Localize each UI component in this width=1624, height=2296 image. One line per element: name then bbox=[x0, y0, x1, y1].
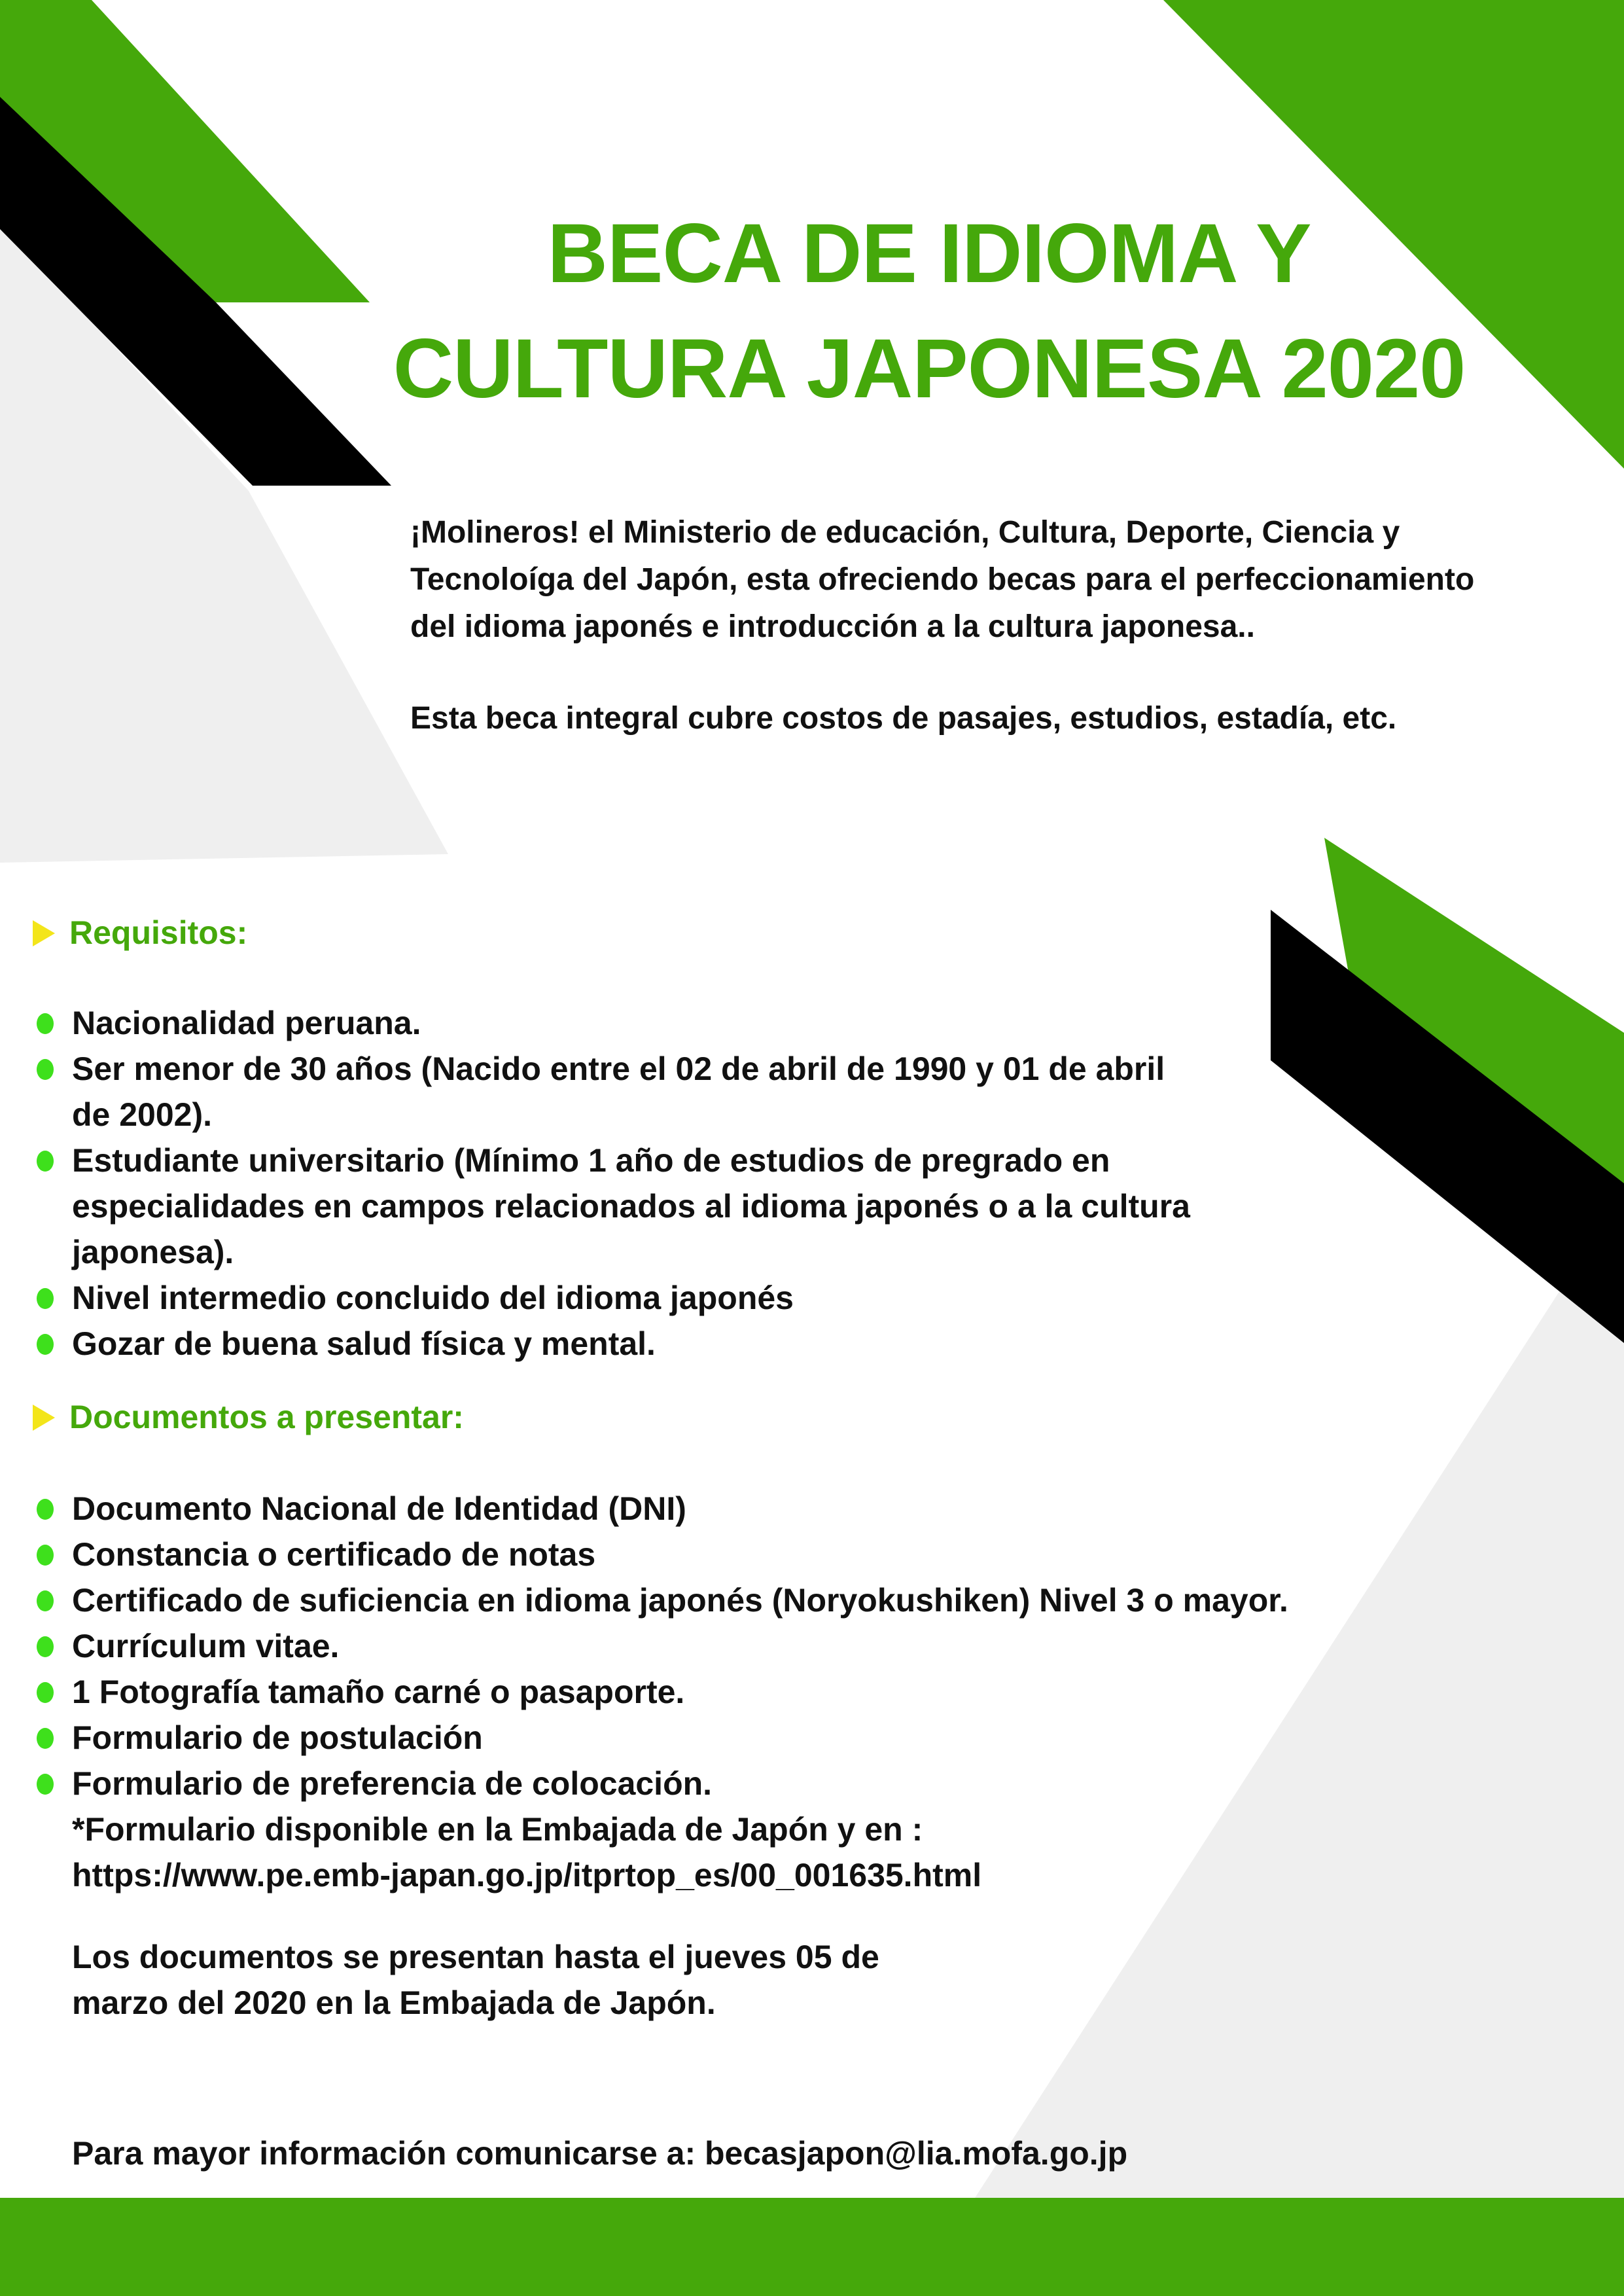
bullet-icon bbox=[37, 1774, 54, 1795]
documento-text: Formulario de postulación bbox=[72, 1719, 483, 1756]
bullet-icon bbox=[37, 1545, 54, 1566]
form-note bbox=[34, 1806, 1395, 1898]
documentos-heading-label: Documentos a presentar: bbox=[69, 1399, 464, 1435]
list-item bbox=[34, 1486, 1395, 1532]
page-title bbox=[366, 196, 1492, 427]
requisito-line: japonesa). bbox=[72, 1234, 234, 1270]
requisito-line: Ser menor de 30 años (Nacido entre el 02 de abril de 1990 y 01 de abril bbox=[72, 1050, 1165, 1087]
documento-text: Constancia o certificado de notas bbox=[72, 1536, 596, 1573]
list-item bbox=[34, 1761, 1395, 1806]
deadline-line-2: marzo del 2020 en la Embajada de Japón. bbox=[72, 1984, 716, 2021]
deadline-line-1: Los documentos se presentan hasta el jueves 05 de bbox=[72, 1939, 879, 1975]
title-line-2: CULTURA JAPONESA 2020 bbox=[393, 322, 1466, 416]
documento-text: 1 Fotografía tamaño carné o pasaporte. bbox=[72, 1674, 685, 1710]
form-note-text: *Formulario disponible en la Embajada de Japón y en : bbox=[72, 1811, 923, 1848]
requisito-text: Gozar de buena salud física y mental. bbox=[72, 1325, 656, 1362]
requisitos-heading-label: Requisitos: bbox=[69, 914, 248, 951]
intro-line-1: ¡Molineros! el Ministerio de educación, Cultura, Deporte, Ciencia y bbox=[410, 515, 1400, 550]
list-item bbox=[34, 1046, 1395, 1138]
list-item bbox=[34, 1623, 1395, 1669]
form-url-link[interactable]: https://www.pe.emb-japan.go.jp/itprtop_es/00_001635.html bbox=[72, 1857, 982, 1893]
requisito-text: Nivel intermedio concluido del idioma japonés bbox=[72, 1280, 794, 1316]
coverage-text: Esta beca integral cubre costos de pasajes, estudios, estadía, etc. bbox=[410, 701, 1397, 736]
bullet-icon bbox=[37, 1636, 54, 1657]
footer-bar bbox=[0, 2198, 1624, 2296]
bullet-icon bbox=[37, 1728, 54, 1749]
bullet-icon bbox=[37, 1288, 54, 1309]
title-line-1: BECA DE IDIOMA Y bbox=[547, 207, 1311, 300]
documentos-list bbox=[34, 1486, 1395, 1898]
requisitos-heading bbox=[33, 910, 247, 956]
list-item bbox=[34, 1577, 1395, 1623]
bullet-icon bbox=[37, 1013, 54, 1034]
bullet-icon bbox=[37, 1590, 54, 1611]
list-item bbox=[34, 1669, 1395, 1715]
list-item bbox=[34, 1715, 1395, 1761]
requisito-line: de 2002). bbox=[72, 1096, 213, 1133]
play-arrow-icon bbox=[33, 920, 55, 946]
documento-text: Certificado de suficiencia en idioma japonés (Noryokushiken) Nivel 3 o mayor. bbox=[72, 1582, 1288, 1619]
bullet-icon bbox=[37, 1682, 54, 1703]
list-item bbox=[34, 1321, 1395, 1367]
documento-text: Documento Nacional de Identidad (DNI) bbox=[72, 1490, 686, 1527]
requisitos-list bbox=[34, 1000, 1395, 1367]
list-item bbox=[34, 1138, 1395, 1275]
documento-text: Currículum vitae. bbox=[72, 1628, 340, 1664]
intro-line-2: Tecnoloíga del Japón, esta ofreciendo becas para el perfeccionamiento bbox=[410, 562, 1475, 597]
bullet-icon bbox=[37, 1334, 54, 1355]
bullet-icon bbox=[37, 1151, 54, 1172]
play-arrow-icon bbox=[33, 1405, 55, 1431]
requisito-line: especialidades en campos relacionados al idioma japonés o a la cultura bbox=[72, 1188, 1190, 1225]
list-item bbox=[34, 1000, 1395, 1046]
requisito-line: Estudiante universitario (Mínimo 1 año de estudios de pregrado en bbox=[72, 1142, 1110, 1179]
documento-text: Formulario de preferencia de colocación. bbox=[72, 1765, 713, 1802]
intro-block bbox=[410, 509, 1614, 742]
requisito-text: Nacionalidad peruana. bbox=[72, 1005, 421, 1041]
list-item bbox=[34, 1532, 1395, 1577]
deadline-block bbox=[72, 1934, 1381, 2026]
bullet-icon bbox=[37, 1499, 54, 1520]
intro-line-3: del idioma japonés e introducción a la cultura japonesa.. bbox=[410, 609, 1255, 644]
documentos-heading bbox=[33, 1394, 464, 1440]
contact-line bbox=[72, 2130, 1381, 2176]
list-item bbox=[34, 1275, 1395, 1321]
contact-text: Para mayor información comunicarse a: becasjapon@lia.mofa.go.jp bbox=[72, 2135, 1128, 2172]
bullet-icon bbox=[37, 1059, 54, 1080]
